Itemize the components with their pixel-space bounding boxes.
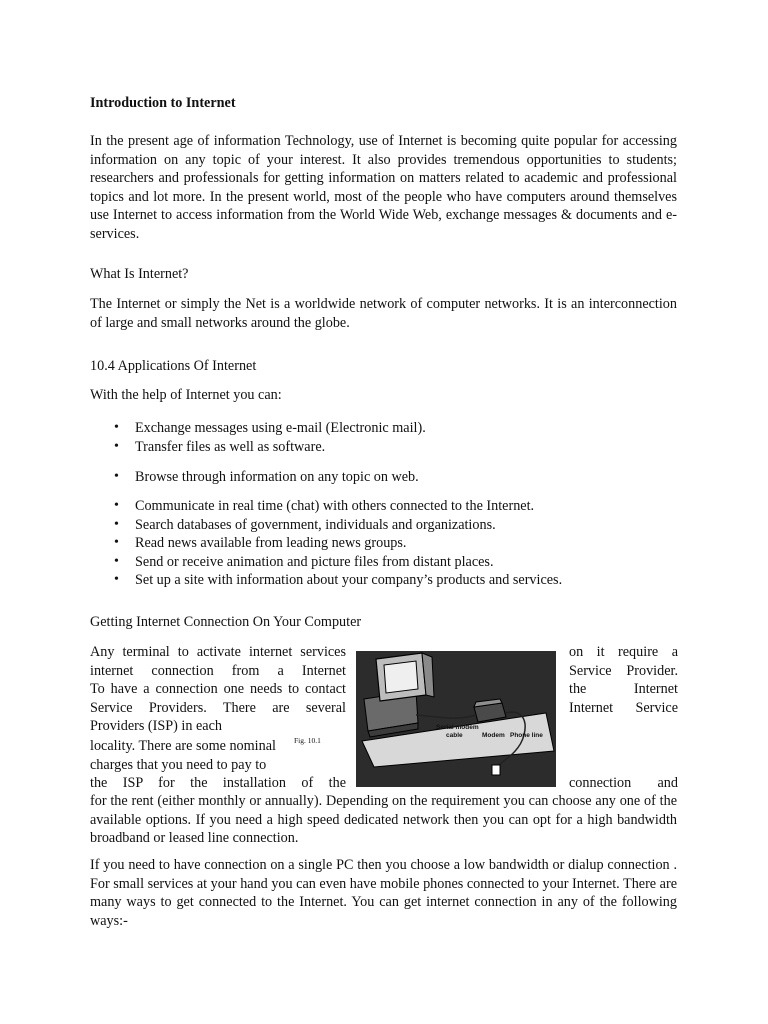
- list-item: • Exchange messages using e-mail (Electronic mail).: [90, 419, 690, 438]
- label-cable: cable: [446, 732, 463, 739]
- computer-modem-illustration: [356, 651, 556, 787]
- text-line: Providers (ISP) in each: [90, 718, 222, 734]
- list-item: • Set up a site with information about your company’s products and services.: [90, 571, 690, 590]
- list-item: • Transfer files as well as software.: [90, 438, 690, 457]
- figure-internet-connection: [356, 651, 556, 787]
- text-line: locality. There are some nominal: [90, 738, 276, 754]
- closing-paragraph: If you need to have connection on a single PC then you choose a low bandwidth or dialup connection . For small services at your hand you can even have mobile phones connected to your Internet. There are many ways to get connected to the Internet. You can get internet connection in any of the following ways:-: [90, 857, 677, 929]
- intro-paragraph: In the present age of information Technology, use of Internet is becoming quite popular for accessing information on any topic of your interest. It also provides tremendous opportunities to students; researchers and professionals for getting information on matters related to academic and professional topics and lot more. In the present world, most of the people who have computers around themselves use Internet to access information from the World Wide Web, exchange messages & documents and e-services.: [90, 133, 677, 242]
- applications-intro: With the help of Internet you can:: [90, 387, 282, 403]
- serial-modem-cable: [416, 715, 476, 718]
- list-item: • Read news available from leading news groups.: [90, 534, 690, 553]
- list-item: • Send or receive animation and picture files from distant places.: [90, 553, 690, 572]
- wall-socket-icon: [492, 765, 500, 775]
- connection-row-right: [569, 774, 678, 793]
- label-modem: Modem: [482, 732, 505, 739]
- text-line: charges that you need to pay to: [90, 756, 267, 773]
- list-item: • Communicate in real time (chat) with others connected to the Internet.: [90, 497, 690, 516]
- what-is-internet-paragraph: The Internet or simply the Net is a worldwide network of computer networks. It is an interconnection of large and small networks around the globe.: [90, 296, 677, 331]
- connection-paragraph-rest: for the rent (either monthly or annually). Depending on the requirement you can choose any one of the available options. If you need a high speed dedicated network then you can opt for a high bandwidth broadband or leased line connection.: [90, 793, 677, 846]
- list-item: • Search databases of government, individuals and organizations.: [90, 516, 690, 535]
- text-line: internet connection from a Internet: [90, 662, 346, 679]
- text-line: Service Providers. There are several: [90, 699, 346, 716]
- list-item: • Browse through information on any topic on web.: [90, 468, 690, 487]
- connection-right-column: [569, 643, 678, 717]
- label-phone-line: Phone line: [510, 732, 543, 739]
- document-title: Introduction to Internet: [90, 95, 236, 111]
- text-line: connection and: [569, 775, 678, 791]
- applications-list-3: [90, 497, 690, 590]
- connection-left-column: [90, 643, 346, 736]
- text-line: To have a connection one needs to contact: [90, 681, 346, 697]
- what-is-internet-heading: What Is Internet?: [90, 266, 189, 282]
- label-serial-modem: Serial modem: [436, 724, 479, 731]
- text-line: on it require a: [569, 644, 678, 660]
- connection-row-left: [90, 774, 346, 793]
- monitor-screen: [384, 661, 418, 693]
- text-line: the ISP for the installation of the: [90, 775, 346, 791]
- text-line: the Internet: [569, 681, 678, 697]
- applications-heading: 10.4 Applications Of Internet: [90, 358, 257, 374]
- text-line: Internet Service: [569, 699, 678, 716]
- applications-list-2: [90, 468, 690, 487]
- figure-caption: Fig. 10.1: [294, 736, 321, 745]
- applications-list-1: [90, 419, 690, 456]
- connection-heading: Getting Internet Connection On Your Computer: [90, 614, 362, 630]
- text-line: Service Provider.: [569, 662, 678, 679]
- text-line: Any terminal to activate internet services: [90, 644, 346, 660]
